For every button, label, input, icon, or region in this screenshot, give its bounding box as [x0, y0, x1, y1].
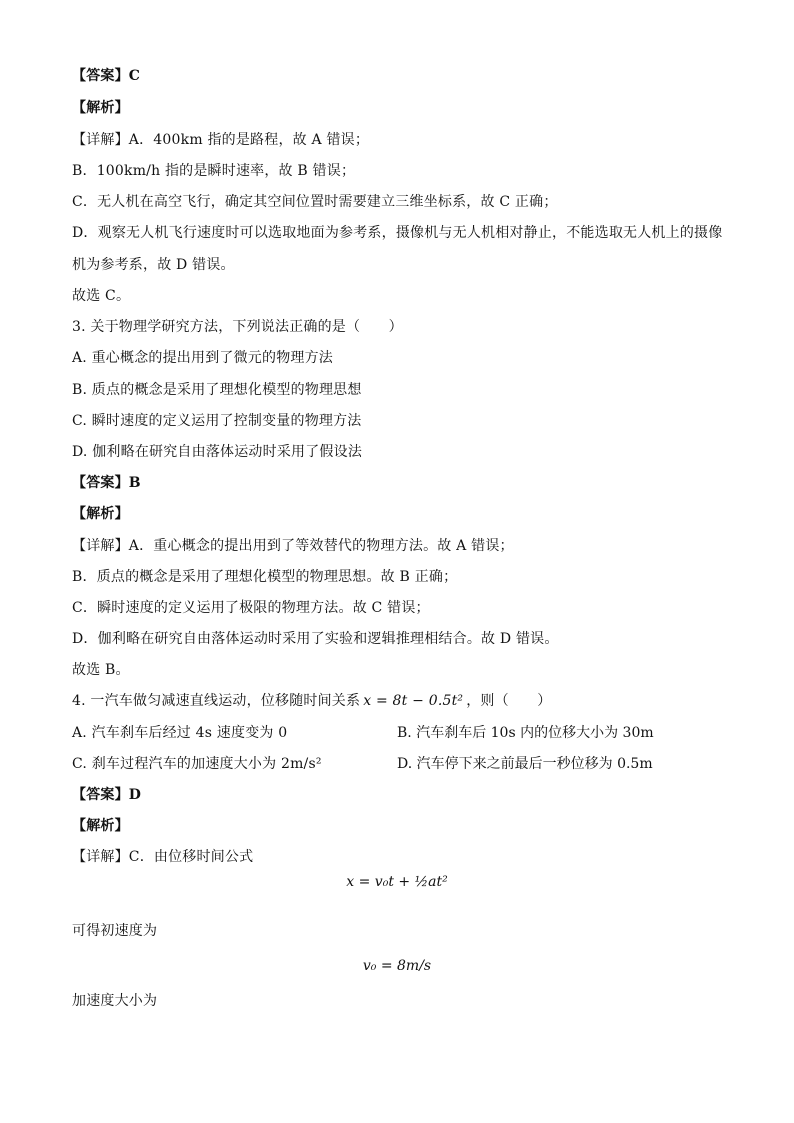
q3-option-c: C. 瞬时速度的定义运用了控制变量的物理方法	[72, 413, 362, 429]
q4-option-d: D. 汽车停下来之前最后一秒位移为 0.5m	[397, 756, 653, 772]
q4-accel-label: 加速度大小为	[72, 993, 158, 1009]
q3-option-a: A. 重心概念的提出用到了微元的物理方法	[72, 350, 334, 366]
q4-option-c: C. 刹车过程汽车的加速度大小为 2m/s²	[72, 756, 322, 772]
q2-detail-a: 【详解】A．400km 指的是路程，故 A 错误；	[72, 132, 370, 148]
q4-option-a: A. 汽车刹车后经过 4s 速度变为 0	[72, 725, 288, 741]
q4-detail-c: 【详解】C．由位移时间公式	[72, 849, 254, 865]
q3-detail-b: B．质点的概念是采用了理想化模型的物理思想。故 B 正确；	[72, 569, 458, 585]
q3-detail-c: C．瞬时速度的定义运用了极限的物理方法。故 C 错误；	[72, 600, 430, 616]
q4-stem	[72, 693, 551, 709]
q2-answer: 【答案】C	[72, 68, 141, 84]
q3-answer: 【答案】B	[72, 475, 141, 491]
q4-analysis-heading: 【解析】	[72, 818, 129, 834]
q4-option-b: B. 汽车刹车后 10s 内的位移大小为 30m	[397, 725, 654, 741]
q3-detail-d: D．伽利略在研究自由落体运动时采用了实验和逻辑推理相结合。故 D 错误。	[72, 631, 559, 647]
formula-displacement	[0, 874, 794, 890]
q3-option-d: D. 伽利略在研究自由落体运动时采用了假设法	[72, 444, 363, 460]
q2-detail-c: C．无人机在高空飞行，确定其空间位置时需要建立三维坐标系，故 C 正确；	[72, 194, 558, 210]
q4-initial-speed-label: 可得初速度为	[72, 923, 158, 939]
q2-analysis-heading: 【解析】	[72, 100, 129, 116]
q2-detail-b: B．100km/h 指的是瞬时速率，故 B 错误；	[72, 163, 356, 179]
formula-initial-speed	[0, 958, 794, 974]
q3-stem: 3. 关于物理学研究方法，下列说法正确的是（ ）	[72, 319, 403, 335]
q4-answer: 【答案】D	[72, 787, 142, 803]
q3-analysis-heading: 【解析】	[72, 506, 129, 522]
q3-detail-a: 【详解】A．重心概念的提出用到了等效替代的物理方法。故 A 错误；	[72, 538, 514, 554]
q2-detail-d-line1: D．观察无人机飞行速度时可以选取地面为参考系，摄像机与无人机相对静止，不能选取无人机上的摄像	[72, 225, 723, 241]
q4-stem-formula: x = 8t − 0.5t²	[363, 693, 464, 709]
formula-displacement-text: x = v₀t + ½at²	[346, 874, 448, 890]
q4-stem-prefix: 4. 一汽车做匀减速直线运动，位移随时间关系	[72, 693, 361, 709]
formula-initial-speed-text: v₀ = 8m/s	[362, 958, 432, 974]
q3-option-b: B. 质点的概念是采用了理想化模型的物理思想	[72, 382, 362, 398]
q2-conclusion: 故选 C。	[72, 288, 131, 304]
q2-detail-d-line2: 机为参考系，故 D 错误。	[72, 257, 235, 273]
q4-stem-suffix: ，则（ ）	[466, 693, 552, 709]
q3-conclusion: 故选 B。	[72, 662, 130, 678]
